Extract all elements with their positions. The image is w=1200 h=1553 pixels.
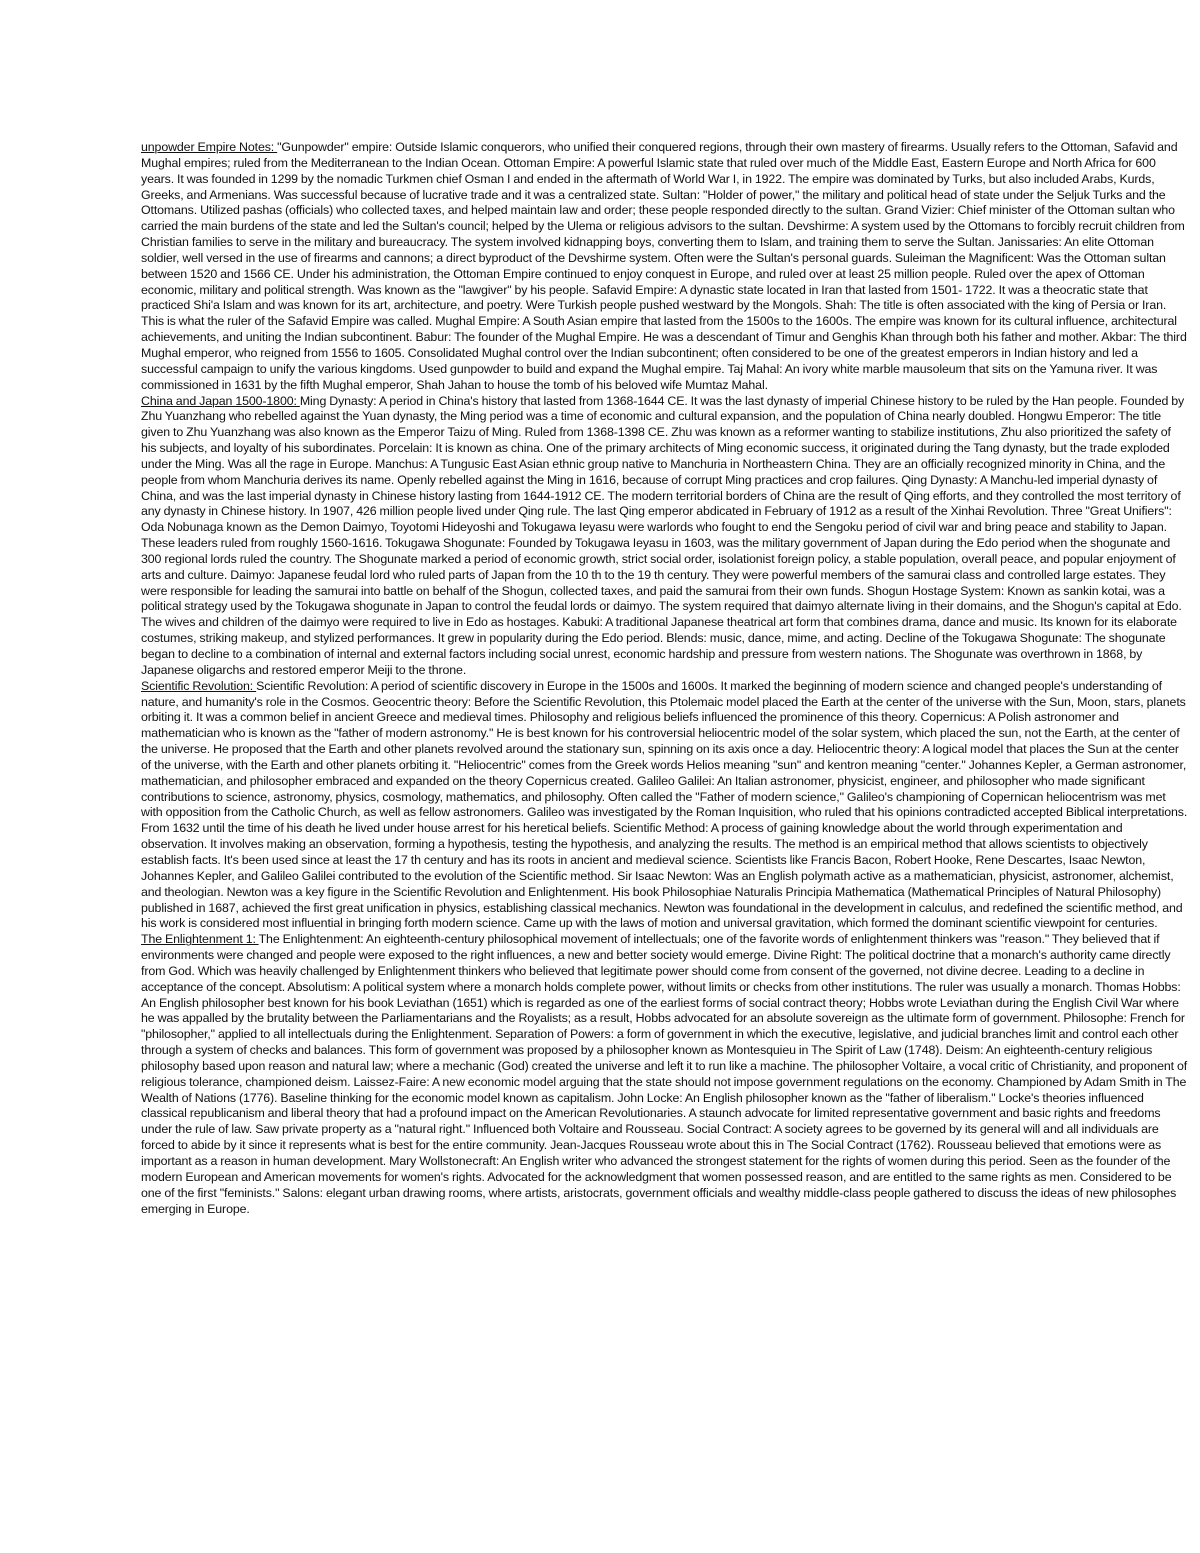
- document-page: [141, 140, 1189, 1217]
- section-heading-china-japan: China and Japan 1500-1800:: [141, 393, 300, 408]
- section-body-enlightenment: The Enlightenment: An eighteenth-century philosophical movement of intellectuals; one of the favorite words of enlightenment thinkers was "reason." They believed that if environments were changed and people were exposed to the right influences, a new and better society would emerge. Divine Right: The political doctrine that a monarch's authority came directly from God. Which was heavily challenged by Enlightenment thinkers who believed that legitimate power should come from consent of the governed, not divine decree. Leading to a decline in acceptance of the concept. Absolutism: A political system where a monarch holds complete power, without limits or checks from other institutions. The ruler was usually a monarch. Thomas Hobbs: An English philosopher best known for his book Leviathan (1651) which is regarded as one of the earliest forms of social contract theory; Hobbs wrote Leviathan during the English Civil War where he was appalled by the brutality between the Parliamentarians and the Royalists; as a result, Hobbs advocated for an absolute sovereign as the ultimate form of government. Philosophe: French for "philosopher," applied to all intellectuals during the Enlightenment. Separation of Powers: a form of government in which the executive, legislative, and judicial branches limit and control each other through a system of checks and balances. This form of government was proposed by a philosopher known as Montesquieu in The Spirit of Law (1748). Deism: An eighteenth-century religious philosophy based upon reason and natural law; where a mechanic (God) created the universe and left it to run like a machine. The philosopher Voltaire, a vocal critic of Christianity, and proponent of religious tolerance, championed deism. Laissez-Faire: A new economic model arguing that the state should not impose government regulations on the economy. Championed by Adam Smith in The Wealth of Nations (1776). Baseline thinking for the economic model known as capitalism. John Locke: An English philosopher known as the "father of liberalism." Locke's theories influenced classical republicanism and liberal theory that had a profound impact on the American Revolutionaries. A staunch advocate for limited representative government and basic rights and freedoms under the rule of law. Saw private property as a "natural right." Influenced both Voltaire and Rousseau. Social Contract: A society agrees to be governed by its general will and all individuals are forced to abide by it since it represents what is best for the entire community. Jean-Jacques Rousseau wrote about this in The Social Contract (1762). Rousseau believed that emotions were as important as a reason in human development. Mary Wollstonecraft: An English writer who advanced the strongest statement for the rights of women during this period. Seen as the founder of the modern European and American movements for women's rights. Advocated for the acknowledgment that women possessed reason, and are entitled to the same rights as men. Considered to be one of the first "feminists." Salons: elegant urban drawing rooms, where artists, aristocrats, government officials and wealthy middle-class people gathered to discuss the ideas of new philosophes emerging in Europe.: [141, 932, 1188, 1216]
- section-china-japan: [141, 394, 1189, 679]
- section-heading-gunpowder: unpowder Empire Notes:: [141, 140, 278, 154]
- section-body-gunpowder: "Gunpowder" empire: Outside Islamic conquerors, who unified their conquered regions, through their own mastery of firearms. Usually refers to the Ottoman, Safavid and Mughal empires; ruled from the Mediterranean to the Indian Ocean. Ottoman Empire: A powerful Islamic state that ruled over much of the Middle East, Eastern Europe and North Africa for 600 years. It was founded in 1299 by the nomadic Turkmen chief Osman I and ended in the aftermath of World War I, in 1922. The empire was dominated by Turks, but also included Arabs, Kurds, Greeks, and Armenians. Was successful because of lucrative trade and it was a centralized state. Sultan: "Holder of power," the military and political head of state under the Seljuk Turks and the Ottomans. Utilized pashas (officials) who collected taxes, and helped maintain law and order; these people responded directly to the sultan. Grand Vizier: Chief minister of the Ottoman sultan who carried the main burdens of the state and led the Sultan's council; helped by the Ulema or religious advisors to the sultan. Devshirme: A system used by the Ottomans to forcibly recruit children from Christian families to serve in the military and bureaucracy. The system involved kidnapping boys, converting them to Islam, and training them to serve the Sultan. Janissaries: An elite Ottoman soldier, well versed in the use of firearms and cannons; a direct byproduct of the Devshirme system. Often were the Sultan's personal guards. Suleiman the Magnificent: Was the Ottoman sultan between 1520 and 1566 CE. Under his administration, the Ottoman Empire continued to enjoy conquest in Europe, and ruled over at least 25 million people. Ruled over the apex of Ottoman economic, military and political strength. Was known as the "lawgiver" by his people. Safavid Empire: A dynastic state located in Iran that lasted from 1501- 1722. It was a theocratic state that practiced Shi'a Islam and was known for its art, architecture, and poetry. Were Turkish people pushed westward by the Mongols. Shah: The title is often associated with the king of Persia or Iran. This is what the ruler of the Safavid Empire was called. Mughal Empire: A South Asian empire that lasted from the 1500s to the 1600s. The empire was known for its cultural influence, architectural achievements, and uniting the Indian subcontinent. Babur: The founder of the Mughal Empire. He was a descendant of Timur and Genghis Khan through both his father and mother. Akbar: The third Mughal emperor, who reigned from 1556 to 1605. Consolidated Mughal control over the Indian subcontinent; often considered to be one of the greatest emperors in Indian history and led a successful campaign to unify the various kingdoms. Used gunpowder to build and expand the Mughal empire. Taj Mahal: An ivory white marble mausoleum that sits on the Yamuna river. It was commissioned in 1631 by the fifth Mughal emperor, Shah Jahan to house the tomb of his beloved wife Mumtaz Mahal.: [141, 140, 1187, 392]
- section-scientific-revolution: [141, 679, 1189, 933]
- section-enlightenment: [141, 932, 1189, 1217]
- section-body-china-japan: Ming Dynasty: A period in China's history that lasted from 1368-1644 CE. It was the last dynasty of imperial Chinese history to be ruled by the Han people. Founded by Zhu Yuanzhang who rebelled against the Yuan dynasty, the Ming period was a time of economic and cultural expansion, and the population of China nearly doubled. Hongwu Emperor: The title given to Zhu Yuanzhang was also known as the Emperor Taizu of Ming. Ruled from 1368-1398 CE. Zhu was known as a reformer wanting to stabilize institutions, Zhu also prioritized the safety of his subjects, and loyalty of his subordinates. Porcelain: It is known as china. One of the primary architects of Ming economic success, it originated during the Tang dynasty, but the trade exploded under the Ming. Was all the rage in Europe. Manchus: A Tungusic East Asian ethnic group native to Manchuria in Northeastern China. They are an officially recognized minority in China, and the people from whom Manchuria derives its name. Openly rebelled against the Ming in 1616, because of corrupt Ming practices and crop failures. Qing Dynasty: A Manchu-led imperial dynasty of China, and was the last imperial dynasty in Chinese history lasting from 1644-1912 CE. The modern territorial borders of China are the result of Qing efforts, and they controlled the most territory of any dynasty in Chinese history. In 1907, 426 million people lived under Qing rule. The last Qing emperor abdicated in February of 1912 as a result of the Xinhai Revolution. Three "Great Unifiers": Oda Nobunaga known as the Demon Daimyo, Toyotomi Hideyoshi and Tokugawa Ieyasu were warlords who fought to end the Sengoku period of civil war and bring peace and stability to Japan. These leaders ruled from roughly 1560-1616. Tokugawa Shogunate: Founded by Tokugawa Ieyasu in 1603, was the military government of Japan during the Edo period when the shogunate and 300 regional lords ruled the country. The Shogunate marked a period of economic growth, strict social order, isolationist foreign policy, a stable population, overall peace, and popular enjoyment of arts and culture. Daimyo: Japanese feudal lord who ruled parts of Japan from the 10 th to the 19 th century. They were powerful members of the samurai class and controlled large estates. They were responsible for leading the samurai into battle on behalf of the Shogun, collected taxes, and paid the samurai from their own funds. Shogun Hostage System: Known as sankin kotai, was a political strategy used by the Tokugawa shogunate in Japan to control the feudal lords or daimyo. The system required that daimyo alternate living in their domains, and the Shogun's capital at Edo. The wives and children of the daimyo were required to live in Edo as hostages. Kabuki: A traditional Japanese theatrical art form that combines drama, dance and music. Its known for its elaborate costumes, striking makeup, and stylized performances. It grew in popularity during the Edo period. Blends: music, dance, mime, and acting. Decline of the Tokugawa Shogunate: The shogunate began to decline to a combination of internal and external factors including social unrest, economic hardship and pressure from western nations. The Shogunate was overthrown in 1868, by Japanese oligarchs and restored emperor Meiji to the throne.: [141, 393, 1185, 677]
- section-heading-enlightenment: The Enlightenment 1:: [141, 932, 259, 947]
- section-gunpowder-empires: [141, 140, 1189, 394]
- section-body-scientific-revolution: Scientific Revolution: A period of scientific discovery in Europe in the 1500s and 1600s. It marked the beginning of modern science and changed people's understanding of nature, and humanity's role in the Cosmos. Geocentric theory: Before the Scientific Revolution, this Ptolemaic model placed the Earth at the center of the universe with the Sun, Moon, stars, planets orbiting it. It was a common belief in ancient Greece and medieval times. Philosophy and religious beliefs influenced the prominence of this theory. Copernicus: A Polish astronomer and mathematician who is known as the "father of modern astronomy." He is best known for his controversial heliocentric model of the solar system, which placed the sun, not the Earth, at the center of the universe. He proposed that the Earth and other planets revolved around the stationary sun, spinning on its axis once a day. Heliocentric theory: A logical model that places the Sun at the center of the universe, with the Earth and other planets orbiting it. "Heliocentric" comes from the Greek words Helios meaning "sun" and kentron meaning "center." Johannes Kepler, a German astronomer, mathematician, and philosopher embraced and expanded on the theory Copernicus created. Galileo Galilei: An Italian astronomer, physicist, engineer, and philosopher who made significant contributions to science, astronomy, physics, cosmology, mathematics, and philosophy. Often called the "Father of modern science," Galileo's championing of Copernican heliocentrism was met with opposition from the Catholic Church, as well as fellow astronomers. Galileo was investigated by the Roman Inquisition, who ruled that his opinions contradicted accepted Biblical interpretations. From 1632 until the time of his death he lived under house arrest for his heretical beliefs. Scientific Method: A process of gaining knowledge about the world through experimentation and observation. It involves making an observation, forming a hypothesis, testing the hypothesis, and analyzing the results. The method is an empirical method that allows scientists to objectively establish facts. It's been used since at least the 17 th century and has its roots in ancient and medieval science. Scientists like Francis Bacon, Robert Hooke, Rene Descartes, Isaac Newton, Johannes Kepler, and Galileo Galilei contributed to the evolution of the Scientific method. Sir Isaac Newton: Was an English polymath active as a mathematician, physicist, astronomer, alchemist, and theologian. Newton was a key figure in the Scientific Revolution and Enlightenment. His book Philosophiae Naturalis Principia Mathematica (Mathematical Principles of Natural Philosophy) published in 1687, achieved the first great unification in physics, establishing classical mechanics. Newton was foundational in the development in calculus, and redefined the scientific method, and his work is considered most influential in bringing forth modern science. Came up with the laws of motion and universal gravitation, which formed the dominant scientific viewpoint for centuries.: [141, 678, 1188, 931]
- section-heading-scientific-revolution: Scientific Revolution:: [141, 678, 257, 693]
